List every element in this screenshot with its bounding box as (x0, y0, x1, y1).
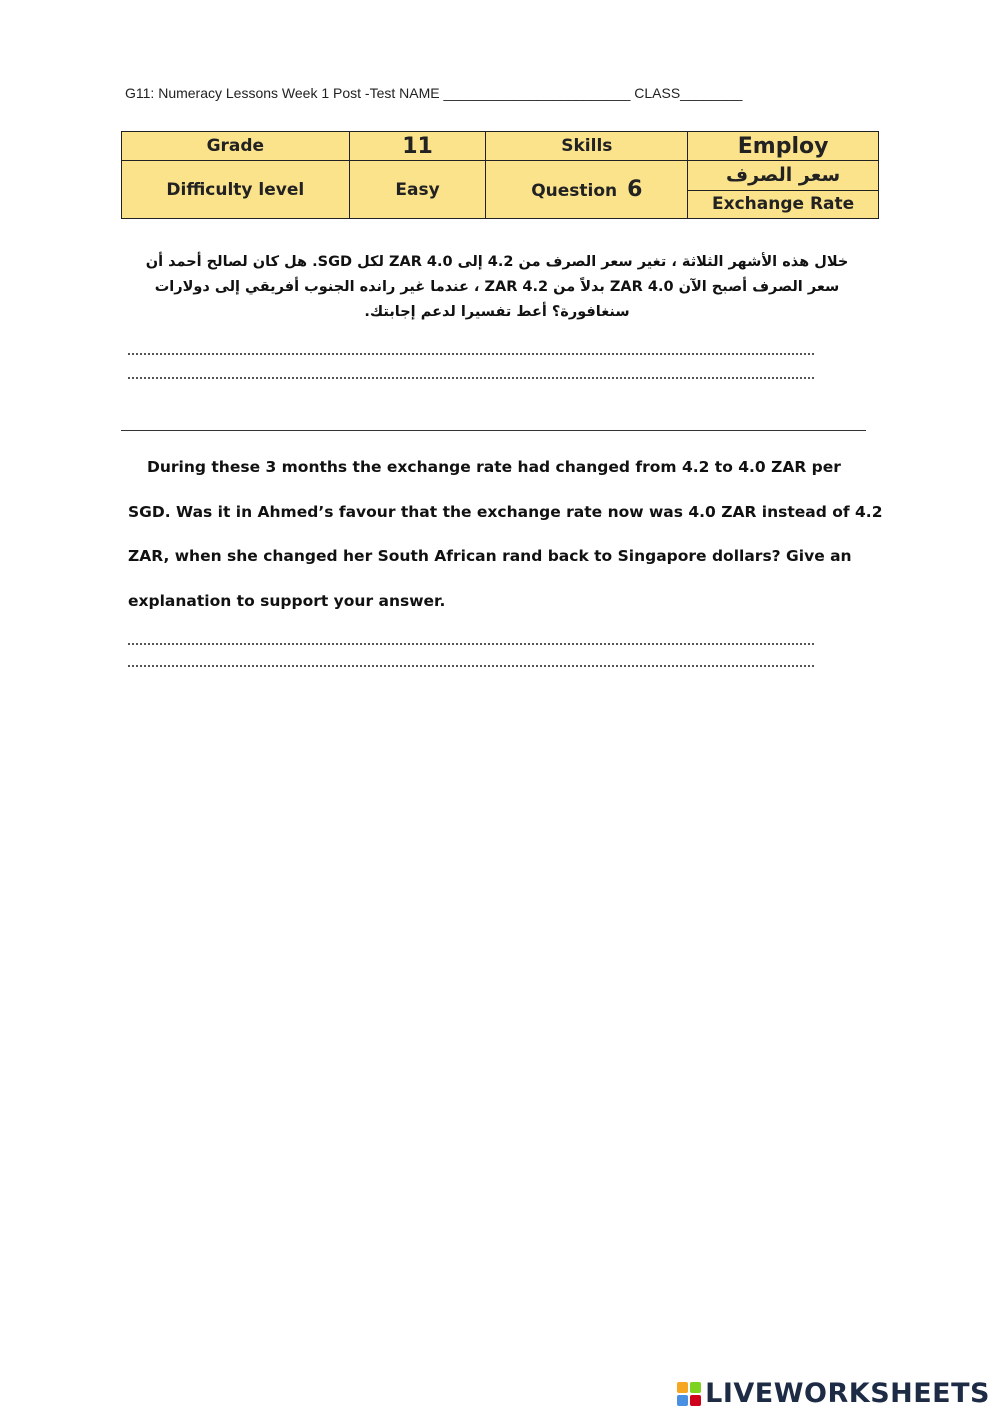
answer-line-english-1[interactable] (128, 643, 814, 645)
topic-english: Exchange Rate (688, 190, 879, 218)
grade-label: Grade (122, 132, 350, 161)
section-divider (121, 430, 866, 431)
liveworksheets-logo-icon (677, 1382, 701, 1406)
info-table (121, 131, 879, 219)
logo-text: LIVEWORKSHEETS (705, 1378, 990, 1409)
skills-value: Employ (688, 132, 879, 161)
answer-line-arabic-1[interactable] (128, 353, 814, 355)
question-number: 6 (627, 177, 643, 203)
worksheet-header: G11: Numeracy Lessons Week 1 Post -Test NAME ________________________ CLASS________ (125, 85, 743, 101)
liveworksheets-logo (677, 1378, 990, 1409)
english-question-line-2: SGD. Was it in Ahmed’s favour that the exchange rate now was 4.0 ZAR instead of 4.2 (128, 503, 883, 521)
difficulty-label: Difficulty level (122, 161, 350, 219)
english-question-line-4: explanation to support your answer. (128, 592, 446, 610)
question-label: Question (531, 181, 618, 202)
grade-value: 11 (349, 132, 486, 161)
english-question-line-3: ZAR, when she changed her South African rand back to Singapore dollars? Give an (128, 547, 852, 565)
difficulty-value: Easy (349, 161, 486, 219)
answer-line-english-2[interactable] (128, 665, 814, 667)
answer-line-arabic-2[interactable] (128, 377, 814, 379)
topic-arabic: سعر الصرف (688, 161, 879, 190)
arabic-question: خلال هذه الأشهر الثلاثة ، تغير سعر الصرف من 4.2 إلى ZAR 4.0 لكل SGD. هل كان لصالح أحمد أن سعر الصرف أصبح الآن ZAR 4.0 بدلاً من ZAR 4.2 ، عندما غير رانده الجنوب أفريقي إلى دولارات سنغافورة؟ أعط تفسيرا لدعم إجابتك. (145, 254, 849, 320)
english-question-line-1: During these 3 months the exchange rate had changed from 4.2 to 4.0 ZAR per (147, 458, 841, 476)
question-cell (486, 161, 688, 219)
skills-label: Skills (486, 132, 688, 161)
